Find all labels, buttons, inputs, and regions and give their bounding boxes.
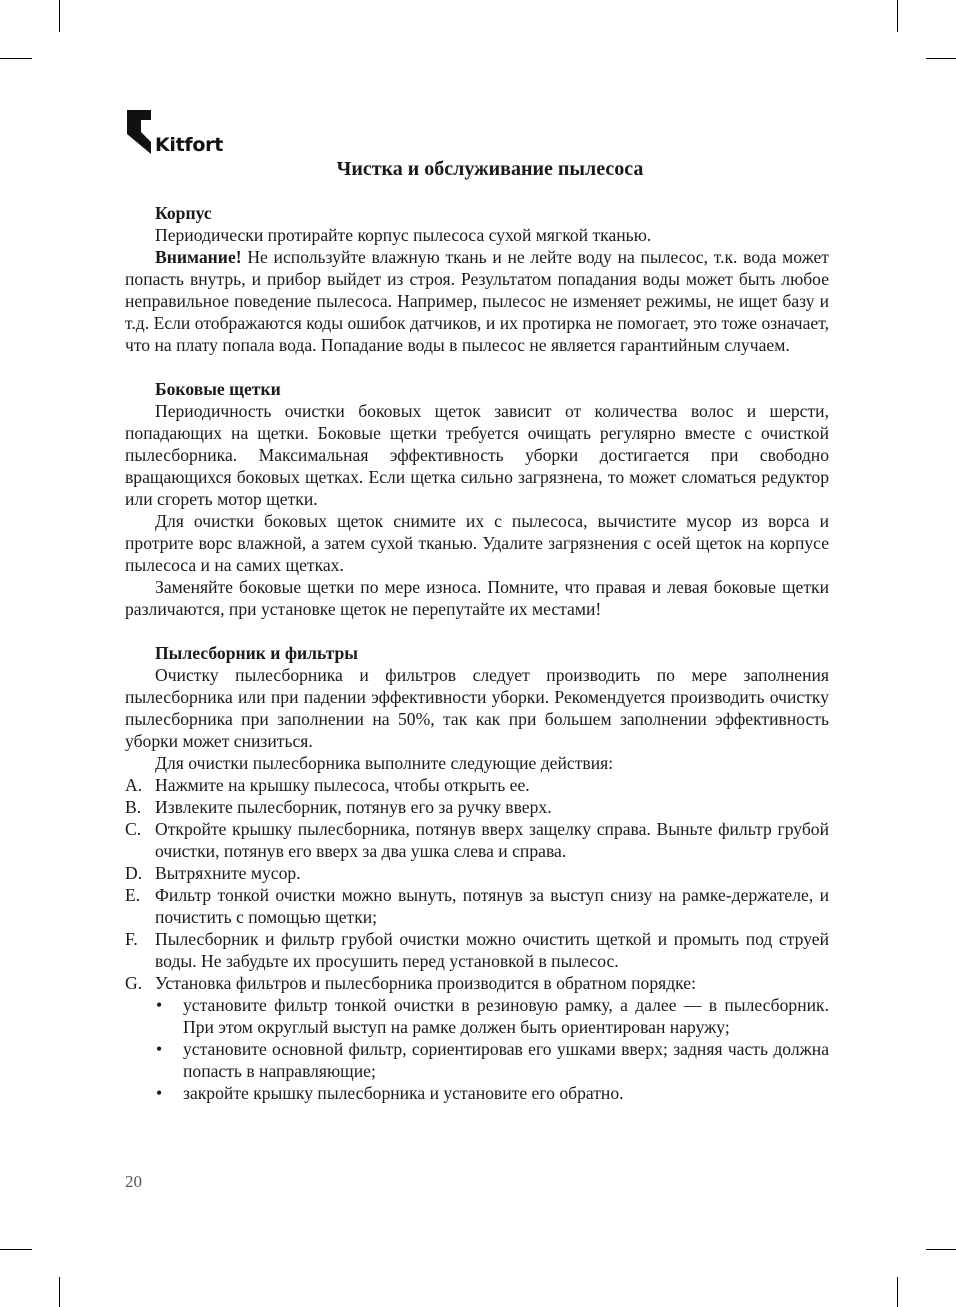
crop-mark bbox=[59, 0, 60, 32]
list-item bbox=[125, 774, 829, 796]
list-item-text: Вытряхните мусор. bbox=[155, 863, 301, 883]
list-item-text: Откройте крышку пылесборника, потянув вверх защелку справа. Выньте фильтр грубой очистки, потянув его вверх за два ушка слева и справа. bbox=[155, 819, 829, 861]
list-marker: F. bbox=[125, 929, 138, 949]
bullet-item bbox=[125, 994, 829, 1038]
bullet-text: закройте крышку пылесборника и установите его обратно. bbox=[183, 1083, 624, 1103]
page-title: Чистка и обслуживание пылесоса bbox=[336, 158, 644, 180]
list-item-text: Извлеките пылесборник, потянув его за ручку вверх. bbox=[155, 797, 552, 817]
list-marker: B. bbox=[125, 797, 142, 817]
warning-label: Внимание! bbox=[155, 247, 242, 267]
korpus-warning bbox=[125, 246, 829, 356]
bullet-icon: • bbox=[156, 1083, 163, 1103]
list-item-text: Фильтр тонкой очистки можно вынуть, потянув за выступ снизу на рамке-держателе, и почистить с помощью щетки; bbox=[155, 885, 829, 927]
list-marker: G. bbox=[125, 973, 143, 993]
list-item bbox=[125, 862, 829, 884]
bullet-item bbox=[125, 1038, 829, 1082]
list-marker: E. bbox=[125, 885, 141, 905]
list-marker: D. bbox=[125, 863, 143, 883]
document-body bbox=[125, 202, 829, 1104]
crop-mark bbox=[0, 1249, 32, 1250]
section-heading-brushes: Боковые щетки bbox=[155, 379, 281, 399]
dustbin-paragraph-1: Очистку пылесборника и фильтров следует производить по мере заполнения пылесборника или при падении эффективности уборки. Рекомендуется производить очистку пылесборника при заполнении на 50%, так как при большем заполнении эффективность уборки может снизиться. bbox=[125, 665, 829, 751]
section-heading-dustbin: Пылесборник и фильтры bbox=[155, 643, 359, 663]
brand-name: Kitfort bbox=[155, 134, 223, 156]
list-item-text: Пылесборник и фильтр грубой очистки можно очистить щеткой и промыть под струей воды. Не забудьте их просушить перед установкой в пылесос. bbox=[155, 929, 829, 971]
bullet-icon: • bbox=[156, 995, 163, 1015]
brushes-paragraph-2: Для очистки боковых щеток снимите их с пылесоса, вычистите мусор из ворса и протрите ворс влажной, а затем сухой тканью. Удалите загрязнения с осей щеток на корпусе пылесоса и на самих щетках. bbox=[125, 511, 829, 575]
crop-mark bbox=[897, 1277, 898, 1307]
list-marker: C. bbox=[125, 819, 142, 839]
bullet-text: установите основной фильтр, сориентировав его ушками вверх; задняя часть должна попасть в направляющие; bbox=[183, 1039, 829, 1081]
crop-mark bbox=[926, 58, 956, 59]
crop-mark bbox=[59, 1277, 60, 1307]
list-item bbox=[125, 884, 829, 928]
crop-mark bbox=[897, 0, 898, 32]
brushes-paragraph-3: Заменяйте боковые щетки по мере износа. Помните, что правая и левая боковые щетки различаются, при установке щеток не перепутайте их местами! bbox=[125, 577, 829, 619]
list-item bbox=[125, 928, 829, 972]
crop-mark bbox=[926, 1249, 956, 1250]
list-item bbox=[125, 818, 829, 862]
list-marker: A. bbox=[125, 775, 143, 795]
bullet-icon: • bbox=[156, 1039, 163, 1059]
crop-mark bbox=[0, 58, 32, 59]
page-number: 20 bbox=[125, 1172, 142, 1191]
brushes-paragraph-1: Периодичность очистки боковых щеток зависит от количества волос и шерсти, попадающих на щетки. Боковые щетки требуется очищать регулярно вместе с очисткой пылесборника. Максимальная эффективность уборки достигается при свободно вращающихся боковых щетках. Если щетка сильно загрязнена, то может сломаться редуктор или сгореть мотор щетки. bbox=[125, 401, 829, 509]
warning-text: Не используйте влажную ткань и не лейте воду на пылесос, т.к. вода может попасть внутрь, и прибор выйдет из строя. Результатом попадания воды может быть любое неправильное поведение пылесоса. Например, пылесос не изменяет режимы, не ищет базу и т.д. Если отображаются коды ошибок датчиков, и их протирка не помогает, это тоже означает, что на плату попала вода. Попадание воды в пылесос не является гарантийным случаем. bbox=[125, 247, 829, 355]
bullet-item bbox=[125, 1082, 829, 1104]
korpus-paragraph: Периодически протирайте корпус пылесоса сухой мягкой тканью. bbox=[155, 225, 652, 245]
dustbin-paragraph-2: Для очистки пылесборника выполните следующие действия: bbox=[155, 753, 614, 773]
list-item bbox=[125, 796, 829, 818]
bullet-text: установите фильтр тонкой очистки в резиновую рамку, а далее — в пылесборник. При этом округлый выступ на рамке должен быть ориентирован наружу; bbox=[183, 995, 829, 1037]
list-item-text: Установка фильтров и пылесборника производится в обратном порядке: bbox=[155, 973, 696, 993]
list-item bbox=[125, 972, 829, 994]
bullet-list bbox=[125, 994, 829, 1104]
list-item-text: Нажмите на крышку пылесоса, чтобы открыть ее. bbox=[155, 775, 530, 795]
steps-list bbox=[125, 774, 829, 994]
section-heading-korpus: Корпус bbox=[155, 203, 212, 223]
